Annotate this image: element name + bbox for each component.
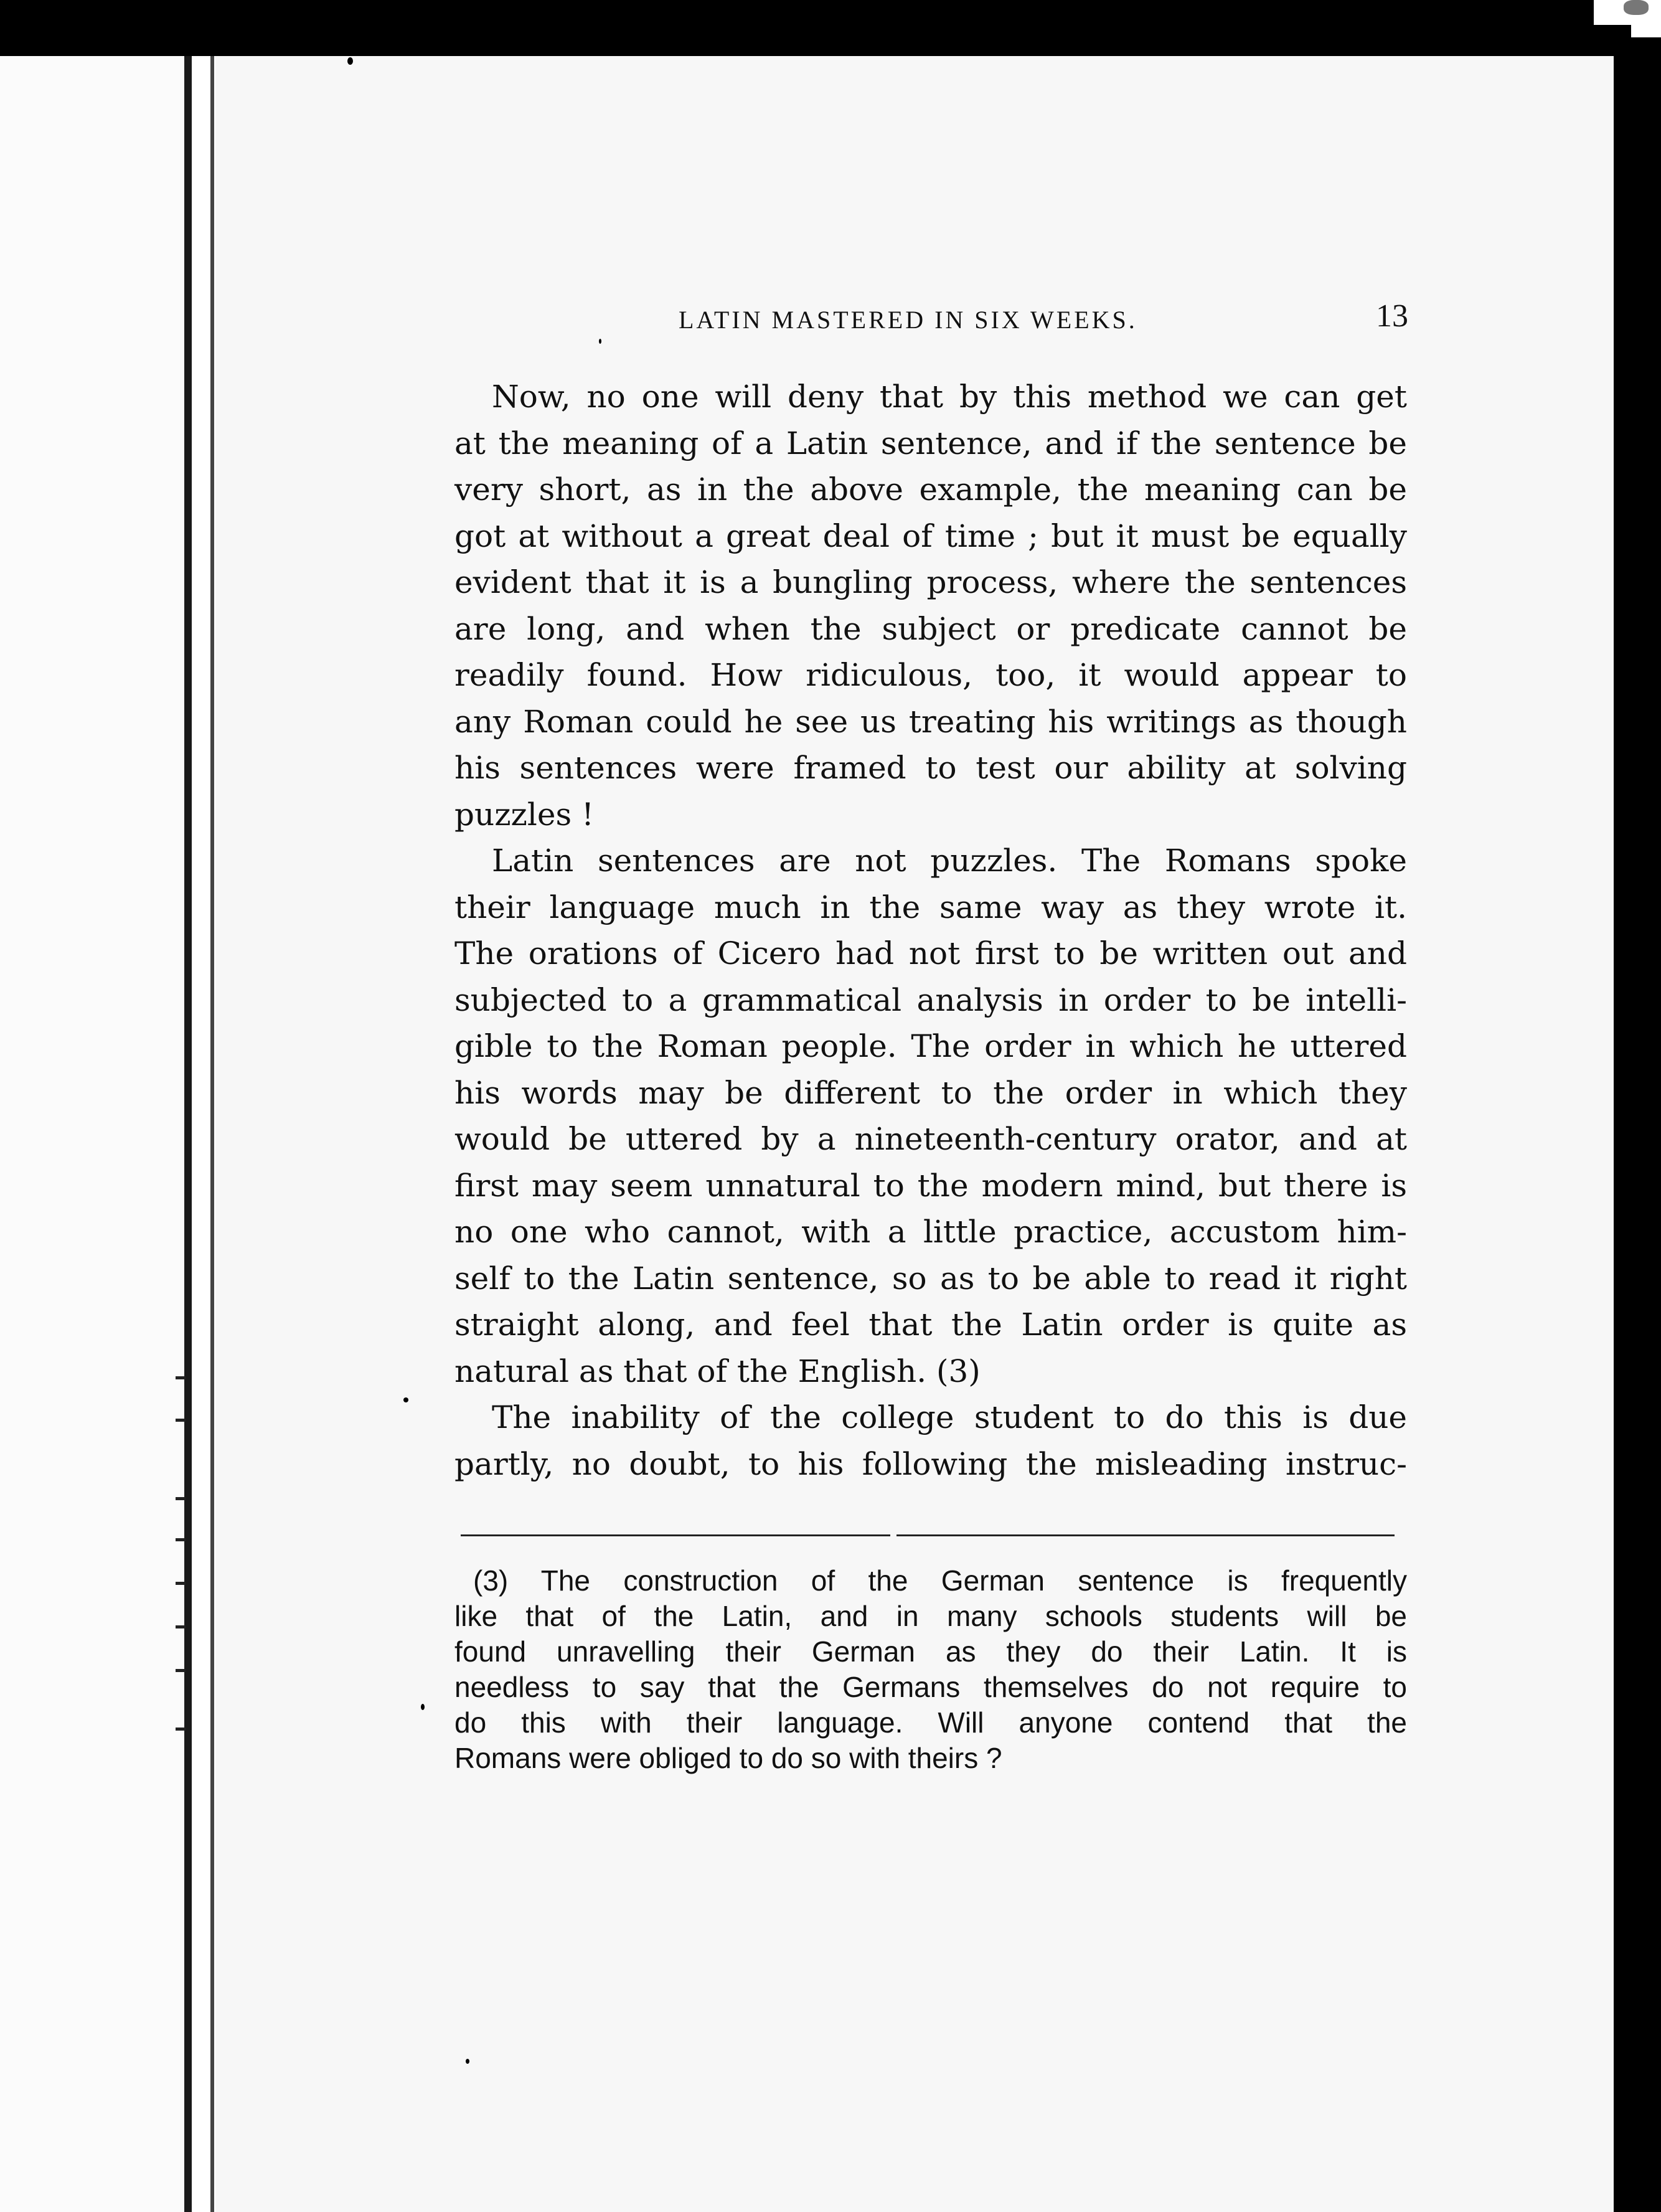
scan-border-right <box>1614 37 1661 2212</box>
running-head: LATIN MASTERED IN SIX WEEKS. <box>679 306 1137 334</box>
scan-border-top <box>0 0 1631 56</box>
edge-mark <box>176 1497 186 1500</box>
page-number: 13 <box>1376 298 1408 334</box>
footnote-rule <box>896 1534 1395 1536</box>
edge-mark <box>176 1582 186 1585</box>
edge-mark <box>176 1376 186 1379</box>
text-line: puzzles ! <box>454 796 595 833</box>
paragraph <box>454 374 1407 838</box>
speck-mark <box>421 1704 425 1710</box>
text-line: self to the Latin sentence, so as to be able to read it right <box>454 1260 1407 1297</box>
footnote-line: like that of the Latin, and in many schools students will be <box>454 1600 1407 1632</box>
text-line: subjected to a grammatical analysis in order to be intelli- <box>454 981 1407 1018</box>
text-line: would be uttered by a nineteenth-century orator, and at <box>454 1121 1407 1157</box>
speck-mark <box>403 1397 408 1402</box>
speck-mark <box>599 339 601 344</box>
page-gutter-shadow <box>210 56 214 2212</box>
text-line: first may seem unnatural to the modern mind, but there is <box>454 1167 1407 1204</box>
paragraph <box>454 1394 1407 1487</box>
text-line: The orations of Cicero had not first to be written out and <box>454 935 1407 971</box>
paragraph <box>454 838 1407 1394</box>
speck-mark <box>347 57 353 65</box>
text-line: very short, as in the above example, the meaning can be <box>454 471 1407 508</box>
edge-mark <box>176 1419 186 1422</box>
body-text <box>454 374 1407 1487</box>
text-line: gible to the Roman people. The order in which he uttered <box>454 1028 1407 1064</box>
text-line: readily found. How ridiculous, too, it would appear to <box>454 657 1407 693</box>
footnote-line: (3) The construction of the German sentence is frequently <box>473 1564 1407 1597</box>
text-line: his words may be different to the order in which they <box>454 1074 1407 1111</box>
text-line: Now, no one will deny that by this method we can get <box>492 379 1407 415</box>
text-line: The inability of the college student to do this is due <box>492 1399 1407 1435</box>
edge-mark <box>176 1728 186 1731</box>
text-line: natural as that of the English. (3) <box>454 1353 981 1389</box>
text-line: got at without a great deal of time ; but it must be equally <box>454 518 1407 554</box>
text-line: any Roman could he see us treating his writings as though <box>454 703 1407 740</box>
edge-mark <box>176 1625 186 1628</box>
text-line: partly, no doubt, to his following the misleading instruc- <box>454 1445 1407 1482</box>
text-line: Latin sentences are not puzzles. The Romans spoke <box>492 843 1407 879</box>
footnote <box>454 1563 1407 1776</box>
text-line: no one who cannot, with a little practice, accustom him- <box>454 1214 1407 1250</box>
facing-page-edge <box>0 56 187 2212</box>
text-line: their language much in the same way as they wrote it. <box>454 889 1407 925</box>
text-line: at the meaning of a Latin sentence, and if the sentence be <box>454 425 1407 461</box>
footnote-line: do this with their language. Will anyone contend that the <box>454 1706 1407 1739</box>
footnote-line: Romans were obliged to do so with theirs ? <box>454 1742 1002 1774</box>
footnote-rule <box>461 1534 890 1536</box>
text-line: his sentences were framed to test our ability at solving <box>454 750 1407 786</box>
page-gutter-line <box>184 56 192 2212</box>
footnote-line: needless to say that the Germans themselves do not require to <box>454 1671 1407 1703</box>
edge-mark <box>176 1669 186 1672</box>
footnote-line: found unravelling their German as they do their Latin. It is <box>454 1635 1407 1668</box>
text-line: straight along, and feel that the Latin order is quite as <box>454 1307 1407 1343</box>
speck-mark <box>1624 0 1649 15</box>
edge-mark <box>176 1538 186 1541</box>
text-line: are long, and when the subject or predicate cannot be <box>454 610 1407 647</box>
speck-mark <box>466 2059 469 2064</box>
text-line: evident that it is a bungling process, where the sentences <box>454 564 1407 600</box>
